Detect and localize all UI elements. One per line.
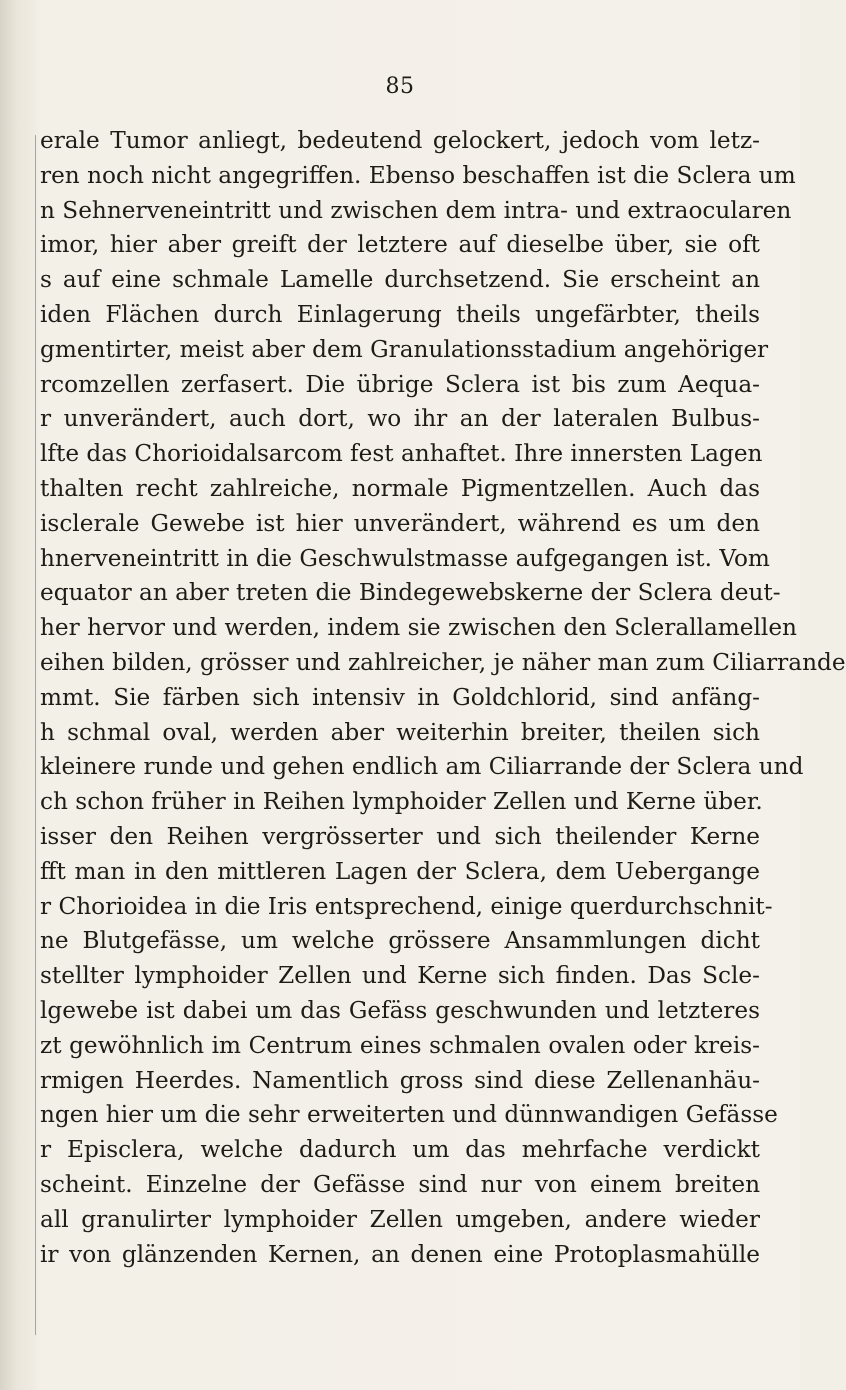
text-line: gmentirter, meist aber dem Granulationsstadium angehöriger	[40, 335, 769, 363]
text-line: equator an aber treten die Bindegewebskerne der Sclera deut-	[40, 579, 781, 607]
text-line: iden Flächen durch Einlagerung theils ungefärbter, theils	[40, 300, 760, 328]
text-line: ne Blutgefässe, um welche grössere Ansammlungen dicht	[40, 927, 760, 955]
text-line: zt gewöhnlich im Centrum eines schmalen ovalen oder kreis-	[40, 1031, 760, 1059]
text-line: ch schon früher in Reihen lymphoider Zellen und Kerne über.	[40, 788, 763, 816]
text-line: ren noch nicht angegriffen. Ebenso beschaffen ist die Sclera um	[40, 161, 796, 189]
text-line: lfte das Chorioidalsarcom fest anhaftet. Ihre innersten Lagen	[40, 440, 763, 468]
text-line: stellter lymphoider Zellen und Kerne sich finden. Das Scle-	[40, 962, 760, 990]
text-line: r Episclera, welche dadurch um das mehrfache verdickt	[40, 1136, 760, 1164]
page-number: 85	[385, 74, 415, 99]
page-binding-edge	[0, 0, 40, 1390]
gutter-shadow-line	[35, 135, 36, 1335]
text-line: n Sehnerveneintritt und zwischen dem intra- und extraocularen	[40, 196, 792, 224]
text-line: erale Tumor anliegt, bedeutend gelockert, jedoch vom letz-	[40, 127, 760, 154]
text-line: kleinere runde und gehen endlich am Ciliarrande der Sclera und	[40, 753, 804, 781]
text-line: rcomzellen zerfasert. Die übrige Sclera ist bis zum Aequa-	[40, 370, 760, 398]
text-line: h schmal oval, werden aber weiterhin breiter, theilen sich	[40, 718, 760, 746]
text-line: rmigen Heerdes. Namentlich gross sind diese Zellenanhäu-	[40, 1066, 760, 1094]
text-line: mmt. Sie färben sich intensiv in Goldchlorid, sind anfäng-	[40, 683, 760, 711]
text-line: r Chorioidea in die Iris entsprechend, einige querdurchschnit-	[40, 892, 773, 920]
text-line: imor, hier aber greift der letztere auf dieselbe über, sie oft	[40, 231, 760, 259]
text-line: scheint. Einzelne der Gefässe sind nur von einem breiten	[40, 1170, 760, 1198]
text-line: s auf eine schmale Lamelle durchsetzend. Sie erscheint an	[40, 266, 760, 294]
text-line: ir von glänzenden Kernen, an denen eine Protoplasmahülle	[40, 1240, 760, 1268]
text-line: all granulirter lymphoider Zellen umgeben, andere wieder	[40, 1205, 760, 1233]
text-line: r unverändert, auch dort, wo ihr an der lateralen Bulbus-	[40, 405, 760, 433]
text-line: isser den Reihen vergrösserter und sich theilender Kerne	[40, 822, 760, 850]
text-line: thalten recht zahlreiche, normale Pigmentzellen. Auch das	[40, 474, 760, 502]
text-line: hnerveneintritt in die Geschwulstmasse aufgegangen ist. Vom	[40, 544, 770, 572]
text-line: ngen hier um die sehr erweiterten und dünnwandigen Gefässe	[40, 1101, 778, 1129]
text-line: isclerale Gewebe ist hier unverändert, während es um den	[40, 509, 760, 537]
text-line: lgewebe ist dabei um das Gefäss geschwunden und letzteres	[40, 996, 760, 1024]
text-line: fft man in den mittleren Lagen der Sclera, dem Uebergange	[40, 857, 760, 885]
text-line: her hervor und werden, indem sie zwischen den Sclerallamellen	[40, 614, 797, 642]
body-text	[40, 124, 846, 1272]
text-line: eihen bilden, grösser und zahlreicher, je näher man zum Ciliarrande	[40, 648, 846, 676]
